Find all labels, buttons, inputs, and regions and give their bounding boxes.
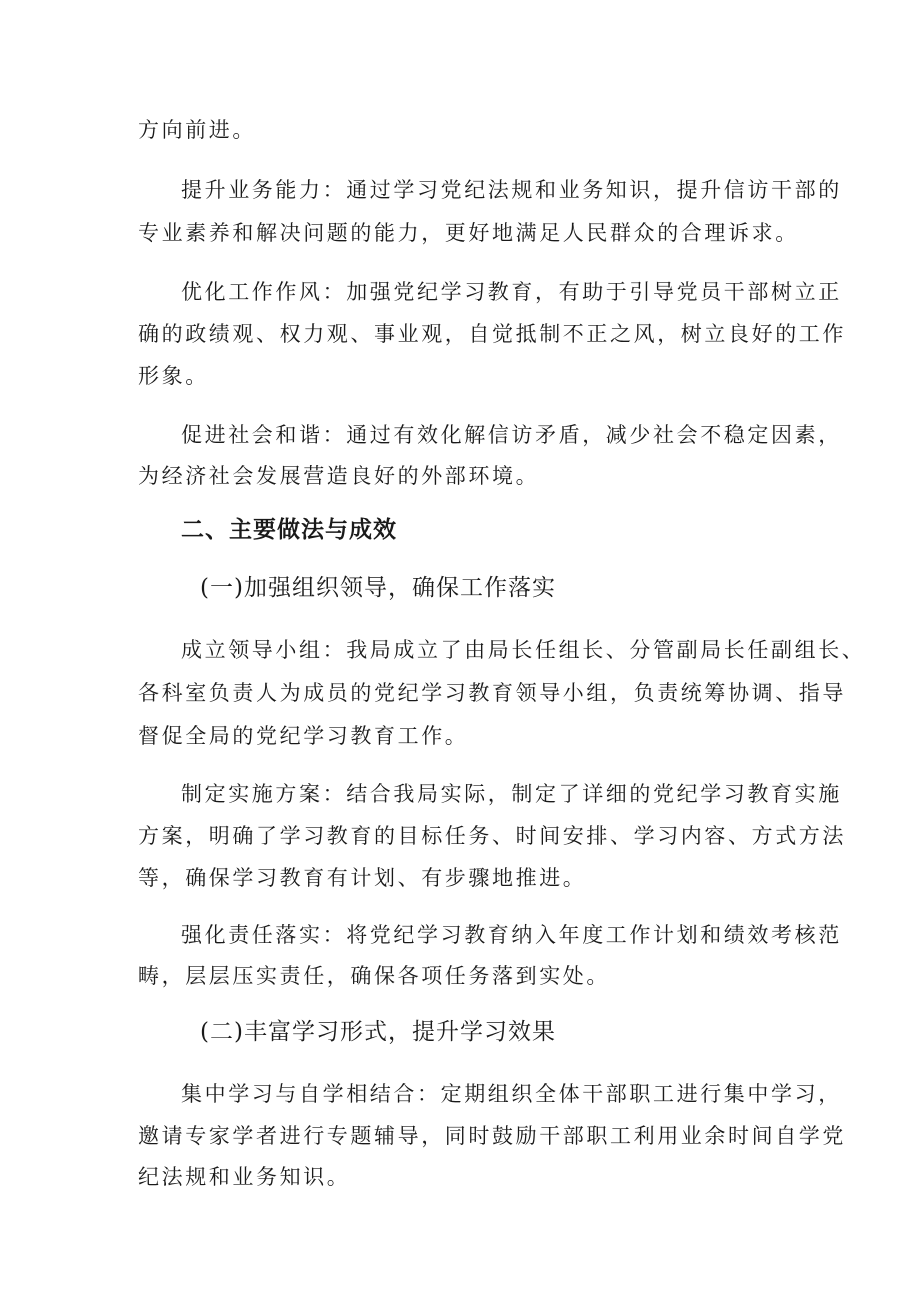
paragraph-line: 优化工作作风：加强党纪学习教育，有助于引导党员干部树立正 (181, 280, 842, 304)
subsection-heading: (一)加强组织领导，确保工作落实 (200, 575, 556, 601)
paragraph-line: 畴，层层压实责任，确保各项任务落到实处。 (138, 964, 610, 988)
paragraph-line: 为经济社会发展营造良好的外部环境。 (138, 464, 540, 488)
paragraph-line: 强化责任落实：将党纪学习教育纳入年度工作计划和绩效考核范 (181, 923, 842, 947)
paragraph-line: 方向前进。 (138, 118, 256, 142)
paragraph-line: 督促全局的党纪学习教育工作。 (138, 724, 469, 748)
paragraph-line: 纪法规和业务知识。 (138, 1165, 351, 1189)
paragraph-line: 等，确保学习教育有计划、有步骤地推进。 (138, 866, 587, 890)
paragraph-line: 促进社会和谐：通过有效化解信访矛盾，减少社会不稳定因素， (181, 423, 842, 447)
paragraph-line: 各科室负责人为成员的党纪学习教育领导小组，负责统筹协调、指导 (138, 681, 846, 705)
paragraph-line: 集中学习与自学相结合：定期组织全体干部职工进行集中学习， (181, 1082, 842, 1106)
subsection-heading: (二)丰富学习形式，提升学习效果 (200, 1019, 556, 1045)
paragraph-line: 形象。 (138, 364, 209, 388)
paragraph-line: 方案，明确了学习教育的目标任务、时间安排、学习内容、方式方法 (138, 824, 846, 848)
paragraph-line: 制定实施方案：结合我局实际，制定了详细的党纪学习教育实施 (181, 782, 842, 806)
paragraph-line: 专业素养和解决问题的能力，更好地满足人民群众的合理诉求。 (138, 221, 799, 245)
section-heading: 二、主要做法与成效 (181, 517, 397, 543)
paragraph-line: 成立领导小组：我局成立了由局长任组长、分管副局长任副组长、 (181, 638, 866, 662)
paragraph-line: 确的政绩观、权力观、事业观，自觉抵制不正之风，树立良好的工作 (138, 322, 846, 346)
paragraph-line: 邀请专家学者进行专题辅导，同时鼓励干部职工利用业余时间自学党 (138, 1124, 846, 1148)
paragraph-line: 提升业务能力：通过学习党纪法规和业务知识，提升信访干部的 (181, 178, 842, 202)
